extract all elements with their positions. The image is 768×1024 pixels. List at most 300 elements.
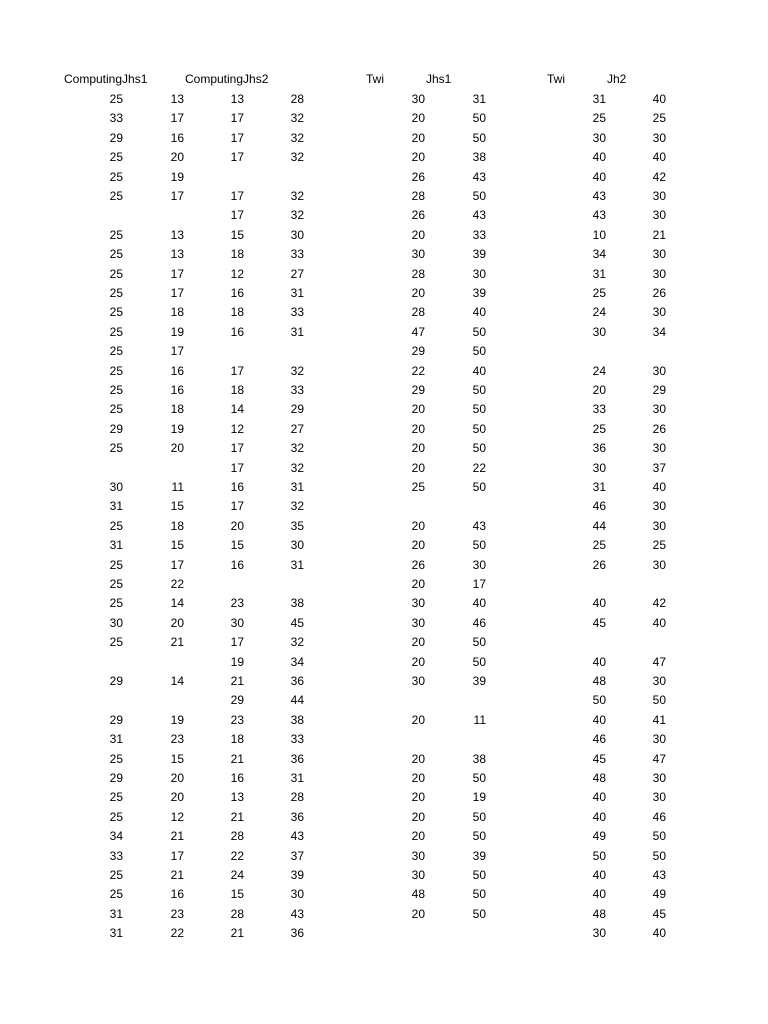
cell-computing-jhs2-b: 39	[290, 868, 304, 882]
cell-computing-jhs1-b: 15	[170, 538, 184, 553]
cell-twi-2: 40	[592, 790, 606, 805]
cell-jhs1: 50	[472, 441, 486, 456]
cell-computing-jhs2-b: 32	[290, 363, 304, 378]
cell-computing-jhs2-b: 31	[290, 324, 304, 339]
cell-twi-1: 30	[411, 848, 425, 863]
cell-twi-1: 20	[411, 771, 425, 785]
cell-jh2: 40	[652, 150, 666, 165]
table-row	[0, 867, 768, 886]
cell-computing-jhs1-a: 25	[109, 790, 123, 805]
cell-computing-jhs1-a: 31	[109, 499, 123, 514]
table-row	[0, 382, 768, 401]
header-twi-1: Twi	[366, 72, 384, 86]
cell-twi-1: 20	[411, 906, 425, 921]
cell-jhs1: 11	[473, 712, 486, 727]
cell-jh2: 30	[652, 189, 666, 203]
cell-computing-jhs2-b: 27	[290, 421, 304, 436]
header-twi-2: Twi	[547, 72, 565, 86]
cell-computing-jhs2-b: 30	[290, 887, 304, 902]
cell-computing-jhs2-b: 36	[290, 751, 304, 766]
cell-computing-jhs2-b: 32	[290, 150, 304, 165]
cell-twi-1: 25	[411, 480, 425, 494]
cell-jh2: 40	[652, 926, 666, 941]
cell-twi-2: 25	[592, 538, 606, 553]
cell-twi-1: 22	[411, 363, 425, 378]
cell-computing-jhs2-b: 43	[290, 829, 304, 844]
cell-jhs1: 50	[472, 809, 486, 824]
cell-computing-jhs2-b: 28	[290, 92, 304, 106]
cell-jhs1: 19	[472, 790, 486, 805]
cell-computing-jhs1-a: 25	[109, 227, 123, 242]
cell-computing-jhs1-b: 18	[170, 305, 184, 320]
cell-computing-jhs1-a: 25	[109, 266, 123, 281]
table-row	[0, 576, 768, 595]
table-row	[0, 304, 768, 323]
cell-jhs1: 46	[472, 615, 486, 630]
cell-twi-2: 25	[592, 421, 606, 436]
table-row	[0, 809, 768, 828]
cell-jhs1: 39	[472, 247, 486, 262]
table-row	[0, 324, 768, 343]
cell-jhs1: 50	[472, 654, 486, 669]
cell-computing-jhs1-b: 17	[170, 557, 184, 572]
cell-computing-jhs1-a: 29	[109, 771, 123, 785]
cell-twi-2: 40	[592, 887, 606, 902]
cell-computing-jhs2-a: 13	[230, 92, 244, 106]
cell-jh2: 30	[652, 674, 666, 688]
cell-twi-1: 20	[411, 577, 425, 591]
header-computing-jhs1: ComputingJhs1	[64, 72, 148, 86]
cell-jhs1: 39	[472, 674, 486, 688]
cell-computing-jhs1-a: 25	[109, 868, 123, 882]
table-row	[0, 207, 768, 226]
cell-twi-2: 40	[592, 596, 606, 611]
cell-jhs1: 31	[472, 92, 486, 106]
cell-twi-1: 20	[411, 421, 425, 436]
cell-computing-jhs1-b: 17	[170, 189, 184, 203]
table-row	[0, 479, 768, 498]
cell-twi-1: 28	[411, 305, 425, 320]
cell-computing-jhs2-b: 34	[290, 654, 304, 669]
cell-twi-1: 28	[411, 189, 425, 203]
cell-computing-jhs1-a: 29	[109, 674, 123, 688]
cell-computing-jhs2-b: 33	[290, 383, 304, 397]
table-row	[0, 886, 768, 905]
cell-computing-jhs1-a: 25	[109, 247, 123, 262]
cell-twi-1: 29	[411, 344, 425, 359]
cell-computing-jhs1-a: 25	[109, 150, 123, 165]
cell-jh2: 41	[652, 712, 666, 727]
cell-computing-jhs1-b: 16	[170, 383, 184, 397]
table-row	[0, 285, 768, 304]
cell-computing-jhs2-b: 38	[290, 596, 304, 611]
cell-twi-2: 33	[592, 402, 606, 417]
cell-jh2: 30	[652, 557, 666, 572]
cell-computing-jhs1-b: 20	[170, 790, 184, 805]
cell-computing-jhs2-b: 36	[290, 674, 304, 688]
cell-computing-jhs2-a: 23	[230, 596, 244, 611]
cell-twi-1: 20	[411, 150, 425, 165]
cell-jh2: 30	[652, 363, 666, 378]
cell-twi-1: 20	[411, 402, 425, 417]
table-row	[0, 401, 768, 420]
cell-jhs1: 38	[472, 150, 486, 165]
cell-computing-jhs1-b: 14	[170, 674, 184, 688]
cell-jh2: 50	[652, 693, 666, 708]
cell-jhs1: 17	[472, 577, 486, 591]
cell-twi-1: 20	[411, 635, 425, 650]
cell-computing-jhs2-b: 33	[290, 732, 304, 747]
cell-twi-2: 20	[592, 383, 606, 397]
cell-jh2: 30	[652, 266, 666, 281]
cell-jh2: 42	[652, 169, 666, 184]
cell-twi-2: 24	[592, 363, 606, 378]
cell-twi-1: 30	[411, 615, 425, 630]
cell-computing-jhs2-a: 17	[230, 499, 244, 514]
cell-jh2: 29	[652, 383, 666, 397]
cell-computing-jhs2-a: 15	[230, 887, 244, 902]
cell-computing-jhs1-b: 17	[170, 848, 184, 863]
cell-twi-1: 29	[411, 383, 425, 397]
cell-computing-jhs1-a: 31	[109, 732, 123, 747]
cell-jhs1: 50	[472, 635, 486, 650]
cell-computing-jhs2-a: 24	[230, 868, 244, 882]
cell-computing-jhs1-b: 15	[170, 751, 184, 766]
cell-computing-jhs2-a: 14	[230, 402, 244, 417]
cell-computing-jhs2-a: 17	[230, 111, 244, 126]
table-row	[0, 363, 768, 382]
table-row	[0, 227, 768, 246]
cell-jh2: 21	[652, 227, 666, 242]
cell-twi-2: 49	[592, 829, 606, 844]
cell-computing-jhs1-a: 30	[109, 615, 123, 630]
cell-computing-jhs1-b: 13	[170, 227, 184, 242]
table-row	[0, 169, 768, 188]
cell-computing-jhs1-b: 12	[170, 809, 184, 824]
cell-computing-jhs2-a: 17	[230, 189, 244, 203]
cell-twi-2: 40	[592, 868, 606, 882]
cell-computing-jhs1-b: 23	[170, 906, 184, 921]
cell-twi-2: 46	[592, 732, 606, 747]
cell-computing-jhs1-a: 31	[109, 538, 123, 553]
cell-computing-jhs2-b: 29	[290, 402, 304, 417]
cell-computing-jhs1-a: 25	[109, 402, 123, 417]
cell-computing-jhs1-a: 25	[109, 809, 123, 824]
cell-computing-jhs1-a: 25	[109, 557, 123, 572]
cell-computing-jhs2-a: 21	[230, 674, 244, 688]
cell-computing-jhs1-b: 17	[170, 344, 184, 359]
cell-computing-jhs2-b: 43	[290, 906, 304, 921]
cell-jh2: 30	[652, 247, 666, 262]
header-jhs1: Jhs1	[426, 72, 452, 86]
cell-computing-jhs2-b: 30	[290, 227, 304, 242]
cell-computing-jhs2-a: 16	[230, 286, 244, 300]
cell-computing-jhs2-b: 37	[290, 848, 304, 863]
cell-twi-1: 20	[411, 712, 425, 727]
table-row	[0, 925, 768, 944]
cell-twi-1: 20	[411, 751, 425, 766]
cell-computing-jhs2-a: 28	[230, 906, 244, 921]
table-row	[0, 91, 768, 110]
cell-computing-jhs2-a: 15	[230, 538, 244, 553]
cell-twi-2: 30	[592, 130, 606, 145]
cell-computing-jhs1-a: 33	[109, 848, 123, 863]
cell-computing-jhs1-b: 13	[170, 92, 184, 106]
cell-twi-1: 20	[411, 286, 425, 300]
cell-jhs1: 50	[472, 906, 486, 921]
cell-computing-jhs1-b: 22	[170, 926, 184, 941]
cell-computing-jhs2-a: 21	[230, 751, 244, 766]
cell-computing-jhs1-a: 25	[109, 441, 123, 456]
cell-computing-jhs1-b: 19	[170, 324, 184, 339]
table-row	[0, 751, 768, 770]
cell-computing-jhs1-a: 25	[109, 751, 123, 766]
cell-computing-jhs2-a: 17	[230, 150, 244, 165]
cell-computing-jhs1-a: 31	[109, 926, 123, 941]
cell-computing-jhs1-a: 25	[109, 887, 123, 902]
cell-twi-1: 20	[411, 130, 425, 145]
cell-twi-1: 28	[411, 266, 425, 281]
cell-computing-jhs2-a: 12	[230, 421, 244, 436]
cell-twi-1: 20	[411, 227, 425, 242]
cell-computing-jhs1-a: 29	[109, 130, 123, 145]
cell-computing-jhs2-a: 18	[230, 732, 244, 747]
cell-jh2: 43	[652, 868, 666, 882]
table-row	[0, 595, 768, 614]
cell-computing-jhs2-a: 17	[230, 130, 244, 145]
cell-computing-jhs2-a: 22	[230, 848, 244, 863]
cell-computing-jhs1-b: 11	[171, 480, 184, 494]
cell-twi-2: 34	[592, 247, 606, 262]
cell-computing-jhs2-b: 32	[290, 635, 304, 650]
cell-jhs1: 30	[472, 266, 486, 281]
cell-computing-jhs1-b: 13	[170, 247, 184, 262]
cell-jh2: 30	[652, 402, 666, 417]
table-row	[0, 440, 768, 459]
cell-jh2: 26	[652, 286, 666, 300]
table-row	[0, 343, 768, 362]
cell-twi-2: 30	[592, 324, 606, 339]
cell-jhs1: 38	[472, 751, 486, 766]
cell-computing-jhs2-a: 29	[230, 693, 244, 708]
cell-computing-jhs2-b: 30	[290, 538, 304, 553]
cell-computing-jhs1-b: 18	[170, 518, 184, 533]
cell-jhs1: 50	[472, 383, 486, 397]
cell-computing-jhs1-b: 17	[170, 111, 184, 126]
cell-computing-jhs1-a: 25	[109, 635, 123, 650]
cell-computing-jhs1-b: 19	[170, 169, 184, 184]
cell-twi-1: 47	[411, 324, 425, 339]
cell-computing-jhs2-b: 32	[290, 460, 304, 475]
cell-computing-jhs2-b: 31	[290, 480, 304, 494]
cell-twi-2: 50	[592, 848, 606, 863]
table-row	[0, 770, 768, 789]
cell-computing-jhs1-b: 18	[170, 402, 184, 417]
table-row	[0, 557, 768, 576]
cell-computing-jhs1-b: 14	[170, 596, 184, 611]
cell-jh2: 30	[652, 790, 666, 805]
cell-jhs1: 50	[472, 887, 486, 902]
cell-twi-1: 30	[411, 247, 425, 262]
table-row	[0, 654, 768, 673]
cell-jh2: 25	[652, 538, 666, 553]
cell-jh2: 30	[652, 441, 666, 456]
cell-twi-1: 48	[411, 887, 425, 902]
cell-twi-1: 30	[411, 674, 425, 688]
cell-computing-jhs1-b: 20	[170, 771, 184, 785]
table-row	[0, 149, 768, 168]
table-row	[0, 460, 768, 479]
cell-computing-jhs2-a: 16	[230, 771, 244, 785]
cell-computing-jhs2-b: 31	[290, 771, 304, 785]
cell-jh2: 46	[652, 809, 666, 824]
cell-jhs1: 22	[472, 460, 486, 475]
table-row	[0, 828, 768, 847]
cell-jh2: 50	[652, 848, 666, 863]
table-row	[0, 848, 768, 867]
cell-jh2: 40	[652, 92, 666, 106]
cell-computing-jhs2-b: 27	[290, 266, 304, 281]
table-row	[0, 130, 768, 149]
cell-twi-2: 31	[592, 266, 606, 281]
cell-twi-2: 31	[592, 480, 606, 494]
cell-twi-2: 25	[592, 286, 606, 300]
cell-computing-jhs2-a: 17	[230, 363, 244, 378]
cell-twi-1: 20	[411, 111, 425, 126]
cell-computing-jhs1-b: 20	[170, 615, 184, 630]
cell-computing-jhs2-b: 32	[290, 189, 304, 203]
cell-computing-jhs2-a: 21	[230, 809, 244, 824]
table-row	[0, 246, 768, 265]
cell-twi-2: 31	[592, 92, 606, 106]
table-row	[0, 537, 768, 556]
cell-twi-2: 45	[592, 751, 606, 766]
cell-jhs1: 39	[472, 848, 486, 863]
cell-jh2: 30	[652, 305, 666, 320]
table-row	[0, 692, 768, 711]
cell-computing-jhs1-b: 19	[170, 421, 184, 436]
cell-computing-jhs1-a: 25	[109, 518, 123, 533]
cell-computing-jhs1-a: 25	[109, 383, 123, 397]
cell-jhs1: 50	[472, 402, 486, 417]
cell-computing-jhs1-a: 25	[109, 305, 123, 320]
cell-computing-jhs1-a: 25	[109, 344, 123, 359]
cell-computing-jhs1-b: 21	[170, 868, 184, 882]
cell-computing-jhs1-b: 19	[170, 712, 184, 727]
cell-computing-jhs1-b: 16	[170, 363, 184, 378]
cell-computing-jhs2-a: 18	[230, 383, 244, 397]
cell-twi-2: 50	[592, 693, 606, 708]
cell-computing-jhs1-b: 16	[170, 887, 184, 902]
cell-twi-2: 43	[592, 208, 606, 223]
header-computing-jhs2: ComputingJhs2	[185, 72, 269, 86]
cell-twi-1: 20	[411, 829, 425, 844]
cell-twi-1: 20	[411, 441, 425, 456]
cell-twi-2: 48	[592, 674, 606, 688]
cell-computing-jhs1-a: 25	[109, 169, 123, 184]
cell-jh2: 47	[652, 751, 666, 766]
cell-jhs1: 50	[472, 771, 486, 785]
cell-jh2: 42	[652, 596, 666, 611]
cell-jhs1: 30	[472, 557, 486, 572]
cell-jh2: 30	[652, 499, 666, 514]
cell-jhs1: 50	[472, 111, 486, 126]
cell-jh2: 47	[652, 654, 666, 669]
cell-jhs1: 50	[472, 829, 486, 844]
cell-computing-jhs2-b: 31	[290, 286, 304, 300]
cell-twi-2: 36	[592, 441, 606, 456]
table-row	[0, 731, 768, 750]
cell-computing-jhs1-b: 21	[170, 635, 184, 650]
cell-computing-jhs1-a: 25	[109, 363, 123, 378]
cell-twi-1: 26	[411, 208, 425, 223]
cell-computing-jhs1-b: 20	[170, 441, 184, 456]
cell-twi-2: 30	[592, 460, 606, 475]
cell-twi-2: 45	[592, 615, 606, 630]
table-row	[0, 421, 768, 440]
cell-twi-2: 25	[592, 111, 606, 126]
table-row	[0, 673, 768, 692]
cell-computing-jhs2-a: 16	[230, 480, 244, 494]
cell-twi-1: 20	[411, 654, 425, 669]
cell-jh2: 45	[652, 906, 666, 921]
cell-computing-jhs2-b: 32	[290, 208, 304, 223]
cell-computing-jhs2-b: 36	[290, 809, 304, 824]
cell-computing-jhs2-b: 33	[290, 247, 304, 262]
table-row	[0, 266, 768, 285]
cell-jhs1: 50	[472, 421, 486, 436]
cell-twi-1: 30	[411, 596, 425, 611]
cell-jh2: 25	[652, 111, 666, 126]
cell-computing-jhs2-a: 20	[230, 518, 244, 533]
cell-jhs1: 40	[472, 596, 486, 611]
cell-computing-jhs2-b: 38	[290, 712, 304, 727]
cell-jhs1: 43	[472, 169, 486, 184]
cell-twi-2: 40	[592, 169, 606, 184]
cell-twi-2: 26	[592, 557, 606, 572]
cell-twi-2: 40	[592, 809, 606, 824]
table-row	[0, 712, 768, 731]
cell-computing-jhs2-a: 30	[230, 615, 244, 630]
table-row	[0, 498, 768, 517]
cell-jhs1: 50	[472, 538, 486, 553]
cell-computing-jhs2-a: 15	[230, 227, 244, 242]
table-row	[0, 789, 768, 808]
cell-computing-jhs2-b: 32	[290, 499, 304, 514]
table-row	[0, 188, 768, 207]
cell-jhs1: 43	[472, 518, 486, 533]
cell-computing-jhs1-a: 29	[109, 712, 123, 727]
cell-computing-jhs2-b: 28	[290, 790, 304, 805]
cell-computing-jhs2-a: 21	[230, 926, 244, 941]
cell-twi-2: 24	[592, 305, 606, 320]
cell-computing-jhs2-a: 28	[230, 829, 244, 844]
cell-computing-jhs1-a: 30	[109, 480, 123, 494]
cell-computing-jhs2-a: 12	[230, 266, 244, 281]
cell-computing-jhs1-b: 17	[170, 266, 184, 281]
cell-jhs1: 50	[472, 868, 486, 882]
cell-jh2: 40	[652, 480, 666, 494]
cell-computing-jhs2-b: 45	[290, 615, 304, 630]
table-row	[0, 518, 768, 537]
cell-twi-1: 20	[411, 809, 425, 824]
cell-jhs1: 40	[472, 363, 486, 378]
cell-computing-jhs1-a: 25	[109, 286, 123, 300]
cell-computing-jhs1-b: 16	[170, 130, 184, 145]
cell-computing-jhs2-b: 32	[290, 130, 304, 145]
cell-jh2: 30	[652, 130, 666, 145]
cell-jh2: 30	[652, 732, 666, 747]
